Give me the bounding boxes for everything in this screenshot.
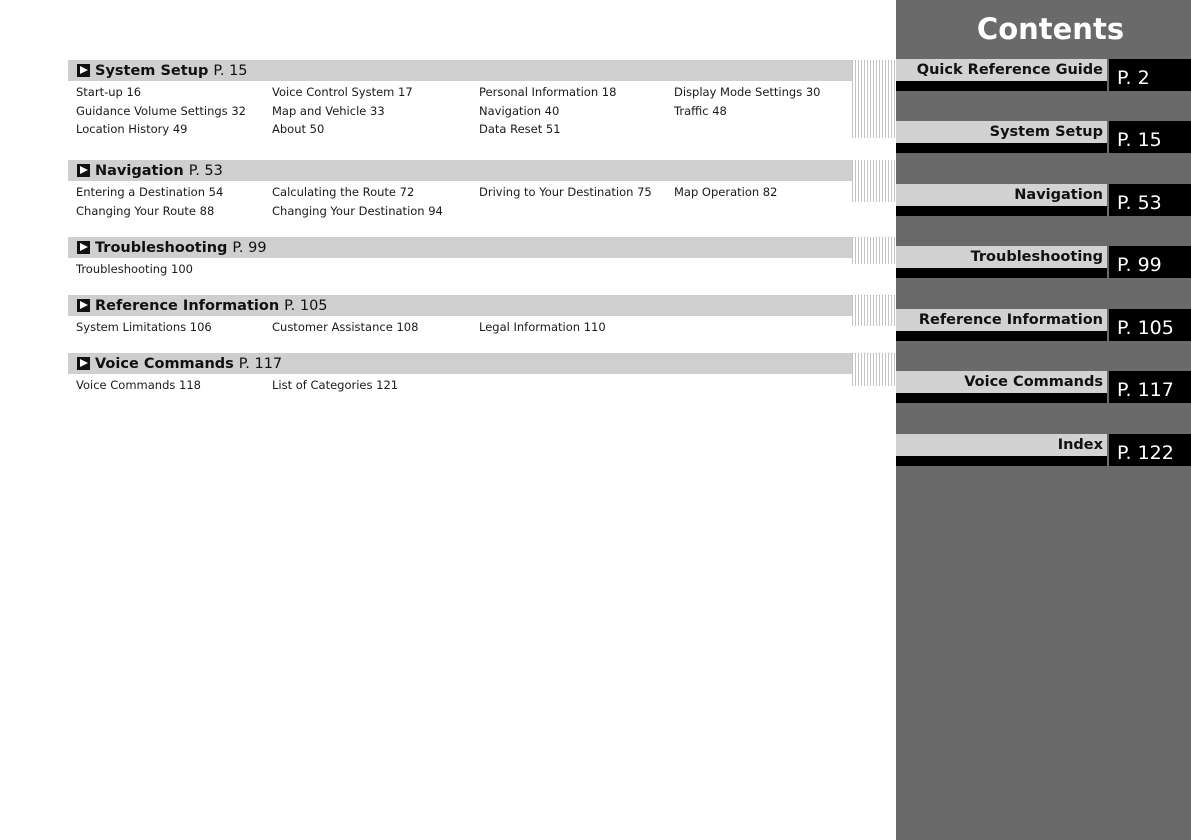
tab-page-number: P. 105 (1109, 309, 1191, 341)
sidebar-tab[interactable] (896, 434, 1191, 468)
toc-entry-link[interactable]: List of Categories 121 (272, 378, 399, 392)
toc-entry-link[interactable]: Display Mode Settings 30 (674, 85, 821, 99)
tab-label: Reference Information (918, 312, 1103, 328)
toc-entry-link[interactable]: Customer Assistance 108 (272, 320, 419, 334)
toc-row (68, 83, 852, 102)
toc-entry-link[interactable]: Calculating the Route 72 (272, 185, 415, 199)
section-title: Reference Information (95, 297, 280, 314)
toc-row (68, 183, 852, 202)
toc-entry-link[interactable]: Changing Your Destination 94 (272, 203, 443, 218)
sidebar-tab[interactable] (896, 121, 1191, 155)
tab-page-number: P. 15 (1109, 121, 1191, 153)
sidebar-title: Contents (976, 12, 1125, 46)
connector-hatch (852, 296, 896, 326)
tab-page-number: P. 117 (1109, 371, 1191, 403)
section-page-ref: P. 53 (188, 162, 223, 179)
toc-section (68, 353, 852, 395)
section-header[interactable] (68, 160, 852, 181)
section-page-ref: P. 105 (284, 297, 328, 314)
sidebar-tab[interactable] (896, 309, 1191, 343)
arrow-right-box-icon (77, 241, 90, 254)
toc-entry-link[interactable]: Entering a Destination 54 (76, 185, 224, 199)
section-page-ref: P. 15 (213, 62, 248, 79)
toc-entry-link[interactable]: Location History 49 (76, 122, 188, 136)
toc-entry-link[interactable]: Voice Commands 118 (76, 378, 201, 392)
tab-page-number: P. 122 (1109, 434, 1191, 466)
section-page-ref: P. 99 (232, 239, 267, 256)
tab-page-number: P. 99 (1109, 246, 1191, 278)
arrow-right-box-icon (77, 357, 90, 370)
toc-row (68, 376, 852, 395)
section-title: Voice Commands (95, 355, 234, 372)
toc-row (68, 102, 852, 121)
toc-entry-link[interactable]: Voice Control System 17 (272, 85, 413, 99)
section-header[interactable] (68, 237, 852, 258)
sidebar-tab[interactable] (896, 184, 1191, 218)
toc-entry-link[interactable]: Changing Your Route 88 (76, 203, 215, 218)
toc-entry-link[interactable]: System Limitations 106 (76, 320, 212, 334)
section-header[interactable] (68, 295, 852, 316)
toc-entry-link[interactable]: Personal Information 18 (479, 85, 617, 99)
toc-row (68, 202, 852, 221)
toc-entry-link[interactable]: Map Operation 82 (674, 185, 778, 199)
toc-entry-link[interactable]: About 50 (272, 122, 325, 136)
connector-hatch (852, 354, 896, 386)
sidebar-tab[interactable] (896, 371, 1191, 405)
toc-entry-link[interactable]: Troubleshooting 100 (76, 262, 193, 276)
toc-section (68, 60, 852, 139)
connector-hatch (852, 61, 896, 138)
toc-row (68, 318, 852, 337)
tab-label: Index (1057, 437, 1103, 453)
tab-page-number: P. 2 (1109, 59, 1191, 91)
toc-entry-link[interactable]: Navigation 40 (479, 103, 560, 118)
section-title: System Setup (95, 62, 209, 79)
section-title: Troubleshooting (95, 239, 228, 256)
toc-entry-link[interactable]: Legal Information 110 (479, 320, 606, 334)
connector-hatch (852, 160, 896, 202)
section-page-ref: P. 117 (238, 355, 283, 372)
tab-label: System Setup (989, 124, 1103, 140)
tab-label: Quick Reference Guide (916, 62, 1103, 78)
arrow-right-box-icon (77, 299, 90, 312)
toc-section (68, 237, 852, 279)
tab-label: Voice Commands (964, 374, 1103, 390)
tab-page-number: P. 53 (1109, 184, 1191, 216)
connector-hatch (852, 238, 896, 264)
toc-section (68, 160, 852, 220)
tab-label: Troubleshooting (970, 249, 1103, 265)
section-header[interactable] (68, 353, 852, 374)
section-header[interactable] (68, 60, 852, 81)
sidebar-tab[interactable] (896, 246, 1191, 280)
toc-entry-link[interactable]: Map and Vehicle 33 (272, 103, 385, 118)
toc-entry-link[interactable]: Guidance Volume Settings 32 (76, 103, 246, 118)
toc-row (68, 260, 852, 279)
section-title: Navigation (95, 162, 184, 179)
toc-row (68, 120, 852, 139)
toc-entry-link[interactable]: Start-up 16 (76, 85, 142, 99)
tab-label: Navigation (1014, 187, 1103, 203)
arrow-right-box-icon (77, 64, 90, 77)
toc-entry-link[interactable]: Driving to Your Destination 75 (479, 185, 652, 199)
toc-entry-link[interactable]: Data Reset 51 (479, 122, 561, 136)
sidebar-tab[interactable] (896, 59, 1191, 93)
toc-entry-link[interactable]: Traffic 48 (674, 103, 727, 118)
arrow-right-box-icon (77, 164, 90, 177)
contents-sidebar (896, 0, 1191, 840)
toc-section (68, 295, 852, 337)
